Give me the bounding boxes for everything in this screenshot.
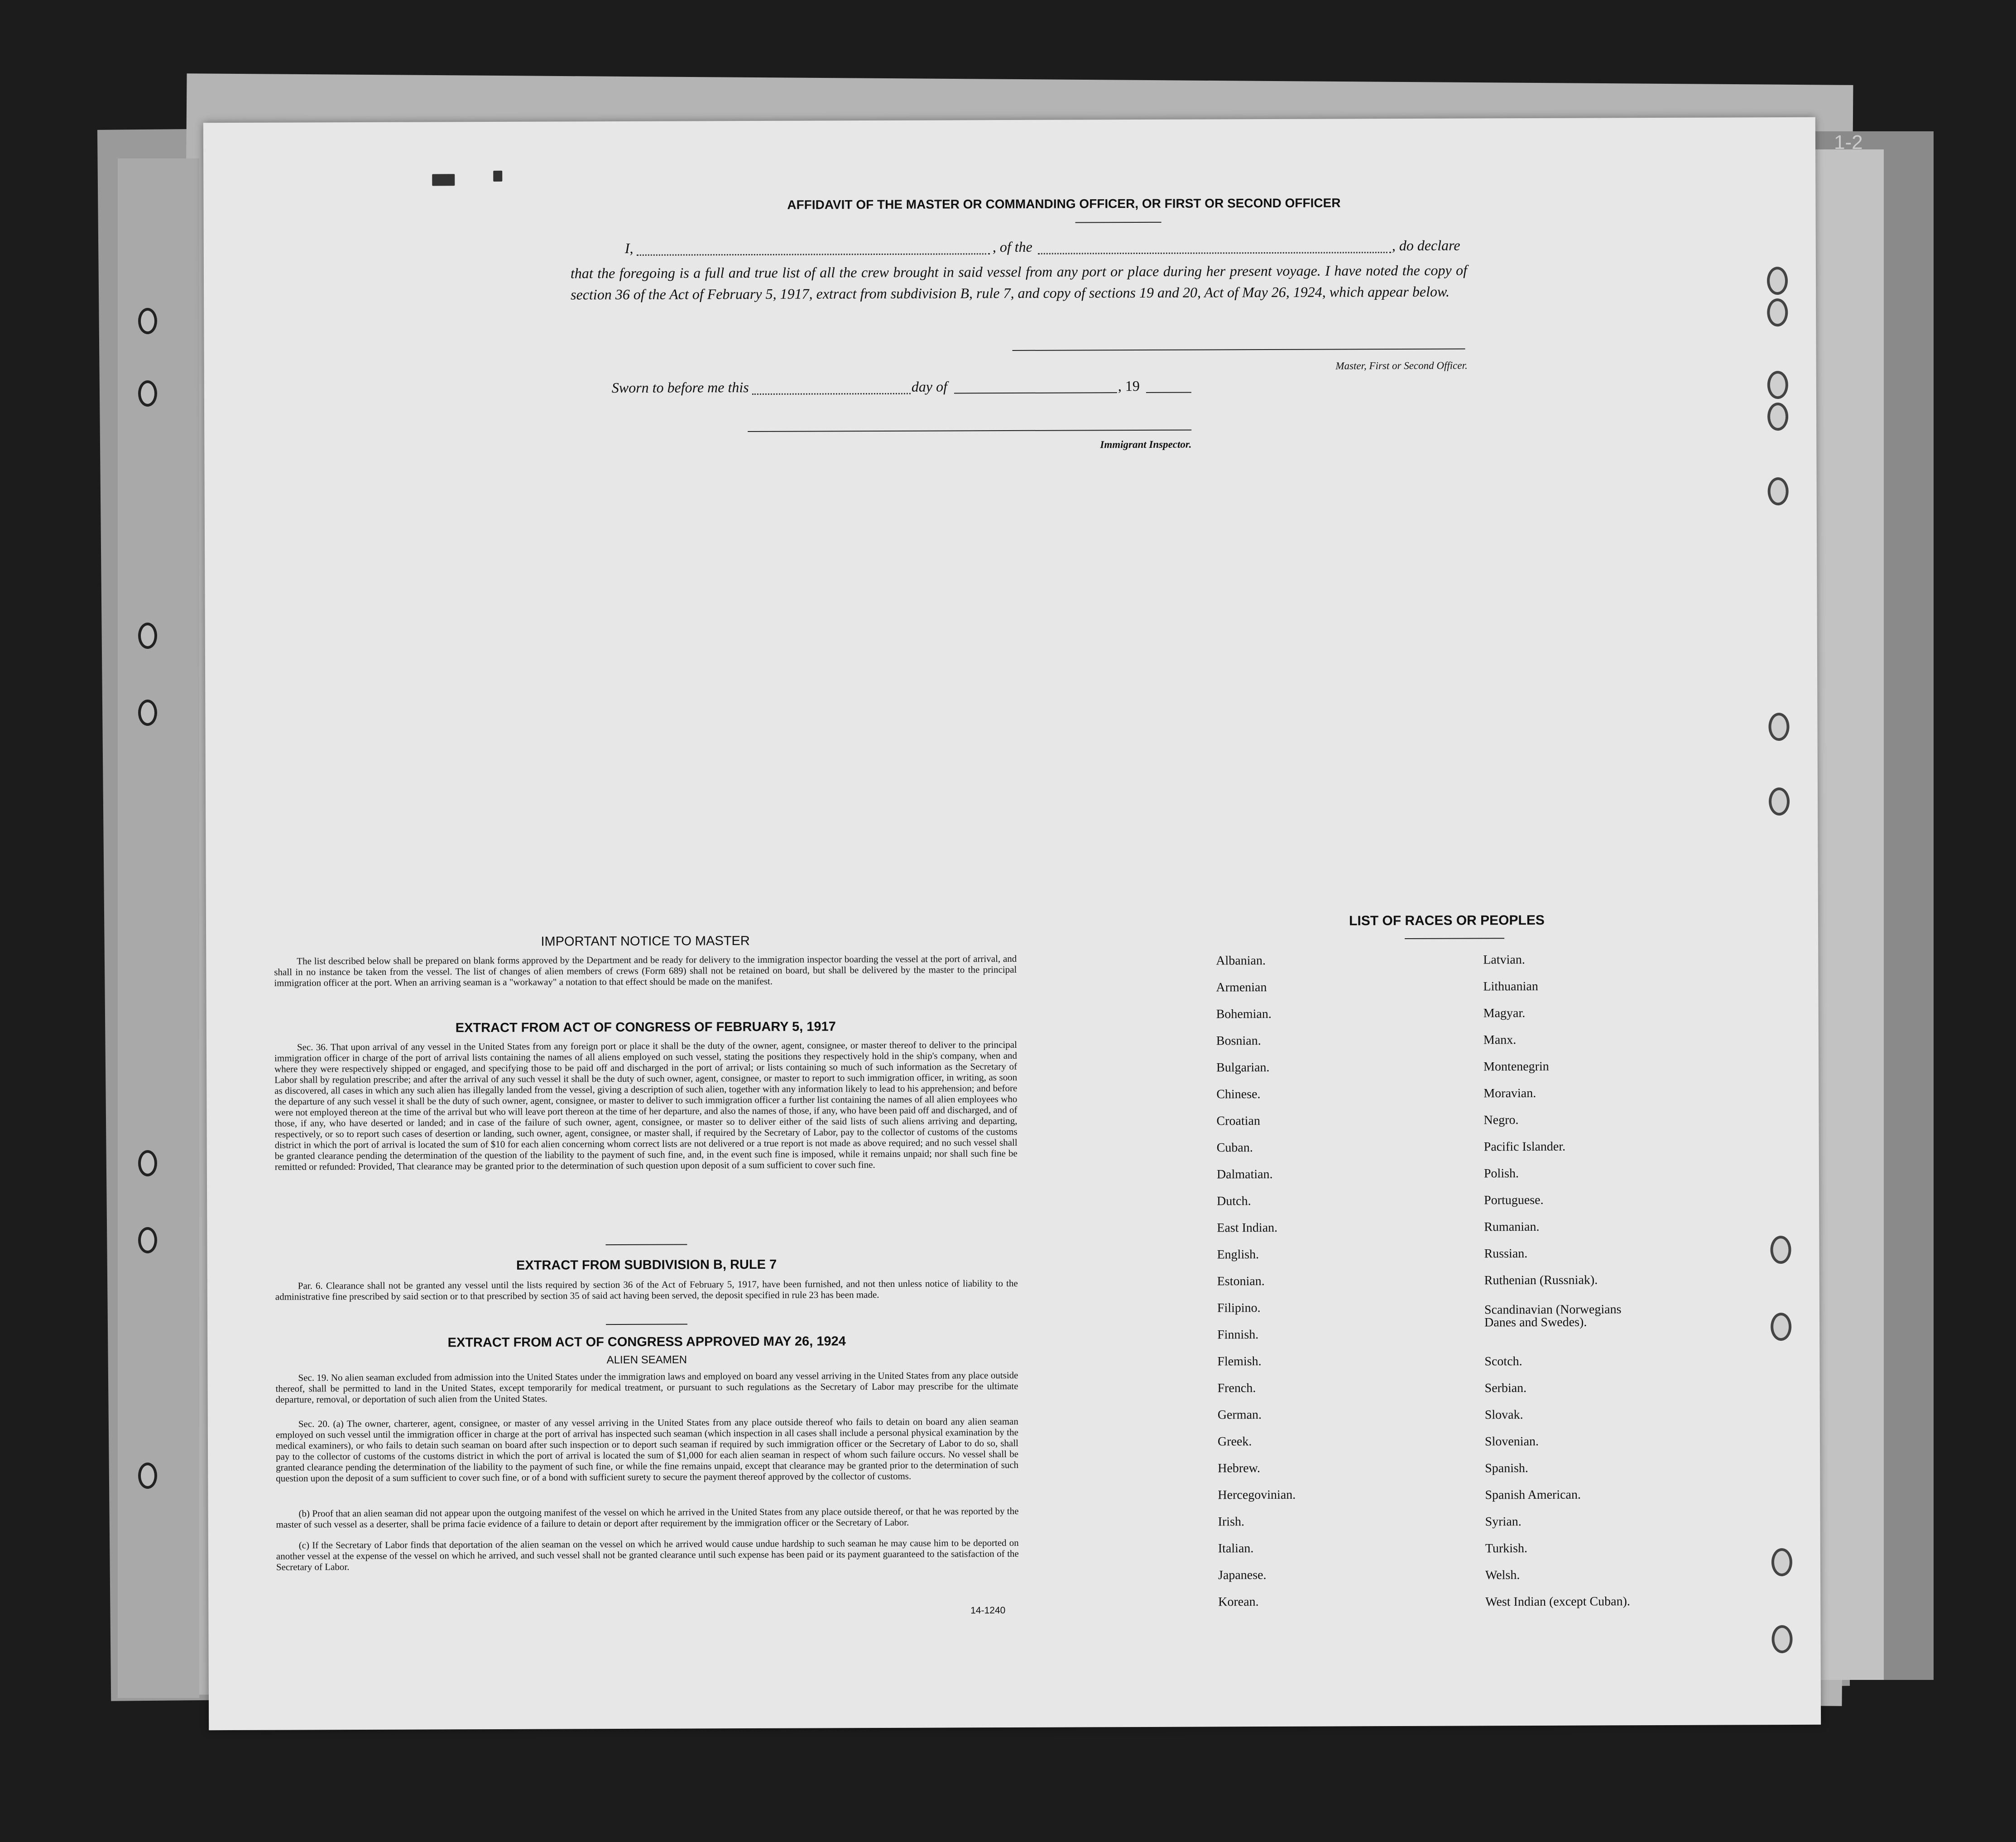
race-item: Montenegrin (1483, 1059, 1549, 1074)
race-item: Portuguese. (1484, 1193, 1544, 1208)
race-item: Polish. (1483, 1166, 1519, 1181)
corner-mark: 1-2 (1834, 131, 1863, 154)
sworn-day-blank (752, 393, 911, 395)
ink-mark (432, 174, 455, 186)
race-item: West Indian (except Cuban). (1485, 1594, 1630, 1609)
race-item: Italian. (1218, 1541, 1254, 1556)
race-item: Negro. (1483, 1113, 1519, 1127)
race-item: Estonian. (1217, 1274, 1265, 1289)
subdivision-body: Par. 6. Clearance shall not be granted any vessel until the lists required by section 36 of the Act of February 5, 1917, have been furnished, and not then unless notice of liability to the administrative fine prescribed by said section or to that prescribed by section 35 of said act having been served, the deposit specified in rule 23 has been made. (275, 1277, 1018, 1302)
sec-20a-body: Sec. 20. (a) The owner, charterer, agent, consignee, or master of any vessel arriving in the United States from any place outside thereof who fails to detain on board any alien seaman employed on such vessel until the immigration officer in charge at the port of arrival has inspected such seaman (which inspection in all cases shall include a personal physical examination by the medical examiners), or who fails to detain such seaman on board after such inspection or to deport such seaman if required by such immigration officer or the Secretary of Labor to do so, shall pay to the collector of customs of the customs district in which the port of arrival is located the sum of $1,000 for each alien seaman in respect of whom such failure occurs. No vessel shall be granted clearance pending the determination of the liability to the payment of such fine, or while the fine remains unpaid, except that clearance may be granted prior to the determination of such question upon the deposit of a sum sufficient to cover such fine, or of a bond with sufficient surety to secure the payment thereof approved by the collector of customs. (275, 1415, 1019, 1484)
binder-hole (138, 308, 157, 334)
race-item: Latvian. (1483, 953, 1525, 967)
race-item: Bosnian. (1216, 1034, 1261, 1048)
race-item: Spanish American. (1485, 1487, 1581, 1502)
race-item: Albanian. (1216, 954, 1266, 968)
race-item: Slovenian. (1484, 1434, 1539, 1449)
i-label: I, (624, 240, 634, 256)
punch-hole (1770, 1236, 1791, 1264)
race-item: Croatian (1216, 1114, 1260, 1128)
race-item: Irish. (1218, 1515, 1244, 1529)
races-title: LIST OF RACES OR PEOPLES (1349, 912, 1545, 929)
extract-1924-subtitle: ALIEN SEAMEN (606, 1353, 687, 1367)
race-item: Filipino. (1217, 1301, 1261, 1315)
race-item: Syrian. (1485, 1515, 1522, 1529)
extract-1917-title: EXTRACT FROM ACT OF CONGRESS OF FEBRUARY 5, 1917 (455, 1019, 836, 1036)
punch-hole (1767, 371, 1788, 399)
sworn-prefix: Sworn to before me this (611, 379, 749, 396)
race-item: Pacific Islander. (1483, 1139, 1566, 1154)
race-item: Magyar. (1483, 1006, 1526, 1021)
sec-20c-body: (c) If the Secretary of Labor finds that deportation of the alien seaman on the vessel on which he arrived would cause undue hardship to such seaman he may cause him to be deported on another vessel at the expense of the vessel on which he arrived, and such vessel shall not be granted clearance until such expense has been paid or its payment guaranteed to the satisfaction of the Secretary of Labor. (276, 1537, 1019, 1573)
sworn-year-blank (1146, 392, 1191, 393)
manifest-back-page (203, 117, 1821, 1730)
name-blank (637, 253, 990, 256)
inspector-caption: Immigrant Inspector. (1100, 438, 1192, 451)
punch-hole (1769, 787, 1790, 815)
affidavit-line1 (625, 237, 1467, 258)
form-number: 14-1240 (970, 1605, 1006, 1616)
punch-hole (1767, 298, 1788, 326)
left-page-edge (118, 158, 199, 1698)
title-rule (1075, 222, 1162, 223)
race-item: Slovak. (1484, 1408, 1523, 1422)
sec-20b-body: (b) Proof that an alien seaman did not appear upon the outgoing manifest of the vessel on which he arrived in the United States from any place outside thereof, or that he was reported by the master of such vessel as a deserter, shall be prima facie evidence of a failure to detain or deport after requirement by the immigration officer or the Secretary of Labor. (276, 1505, 1019, 1530)
race-item: Welsh. (1485, 1568, 1520, 1583)
ink-mark (493, 171, 502, 182)
binder-hole (138, 380, 157, 407)
race-item: Flemish. (1217, 1354, 1262, 1369)
punch-hole (1771, 1625, 1792, 1653)
punch-hole (1768, 713, 1789, 741)
binder-hole (138, 1150, 157, 1176)
race-item: Korean. (1218, 1595, 1259, 1609)
extract-1924-title: EXTRACT FROM ACT OF CONGRESS APPROVED MAY 26, 1924 (447, 1334, 846, 1350)
race-item: East Indian. (1217, 1220, 1278, 1235)
race-item: Serbian. (1484, 1381, 1527, 1396)
extract-1917-body: Sec. 36. That upon arrival of any vessel in the United States from any foreign port or place it shall be the duty of the owner, agent, consignee, or master thereof to deliver to the principal immigration officer in charge of the port of arrival lists containing the names of all aliens employed on such vessel, stating the positions they respectively hold in the ship's company, when and where they were respectively shipped or engaged, and specifying those to be paid off and discharged in the port of arrival; or lists containing so much of such information as the Secretary of Labor shall by regulation prescribe; and after the arrival of any such vessel it shall be the duty of such owner, agent, consignee, or master to report to such immigration officer, in writing, as soon as discovered, all cases in which any such alien has illegally landed from the vessel, giving a description of such alien, together with any information likely to lead to his apprehension; and before the departure of any such vessel it shall be the duty of such owner, agent, consignee, or master to deliver to such immigration officer a further list containing the names of all alien employees who were not employed thereon at the time of the arrival but who will leave port thereon at the time of her departure, and also the names of those, if any, who have been paid off and discharged, and of those, if any, who have deserted or landed; and in case of the failure of such owner, agent, consignee, or master so to deliver either of the said lists of such aliens arriving and departing, respectively, or so to report such cases of desertion or landing, such owner, agent, consignee, or master shall, if required by the Secretary of Labor, pay to the collector of customs of the customs district in which the port of arrival is located the sum of $10 for each alien concerning whom correct lists are not delivered or a true report is not made as above required; and no such vessel shall be granted clearance pending the determination of the question of the liability to the payment of such fine, and, in the event such fine is imposed, while it remains unpaid; nor shall such fine be remitted or refunded: Provided, That clearance may be granted prior to the determination of such question upon deposit of a sum sufficient to cover such fine. (274, 1039, 1018, 1172)
race-item: Spanish. (1485, 1461, 1528, 1476)
sworn-line (612, 378, 1200, 398)
race-item: Japanese. (1218, 1568, 1267, 1583)
race-item: Finnish. (1217, 1328, 1259, 1342)
race-item: German. (1217, 1408, 1262, 1422)
race-item: Chinese. (1216, 1087, 1261, 1102)
punch-hole (1771, 1548, 1792, 1576)
race-item: Hebrew. (1218, 1461, 1261, 1476)
race-item: Hercegovinian. (1218, 1487, 1296, 1502)
race-item: English. (1217, 1247, 1259, 1262)
race-item: Dalmatian. (1216, 1167, 1273, 1182)
punch-hole (1771, 1313, 1791, 1341)
master-caption: Master, First or Second Officer. (1335, 360, 1468, 372)
binder-hole (138, 700, 157, 726)
binder-hole (138, 1463, 157, 1489)
affidavit-body: that the foregoing is a full and true list of all the crew brought in said vessel from any port or place during her present voyage. I have noted the copy of section 36 of the Act of February 5, 1917, extract from subdivision B, rule 7, and copy of sections 19 and 20, Act of May 26, 1924, which appear below. (570, 262, 1468, 303)
race-item: Manx. (1483, 1033, 1517, 1047)
races-title-rule (1405, 938, 1504, 939)
race-item: Lithuanian (1483, 979, 1538, 994)
race-item: Ruthenian (Russniak). (1484, 1273, 1598, 1288)
race-item: Scotch. (1484, 1354, 1522, 1369)
race-item: Bohemian. (1216, 1007, 1272, 1022)
notice-body: The list described below shall be prepared on blank forms approved by the Department and be ready for delivery to the immigration inspector boarding the vessel at the port of arrival, and shall in no instance be taken from the vessel. The list of changes of alien members of crews (Form 689) shall not be retained on board, but shall be delivered by the master to the principal immigration officer at the port. When an arriving seaman is a "workaway" a notation to that effect should be made on the manifest. (274, 953, 1017, 988)
declare-label: , do declare (1392, 237, 1460, 254)
race-item: Bulgarian. (1216, 1060, 1270, 1075)
punch-hole (1768, 477, 1789, 505)
punch-hole (1767, 267, 1788, 295)
binder-hole (138, 1227, 157, 1253)
section-divider (605, 1244, 687, 1246)
section-divider (606, 1324, 687, 1325)
sworn-day-label: day of (911, 378, 948, 395)
races-left-column (1216, 953, 1445, 1622)
inspector-signature-line (748, 430, 1191, 432)
sworn-month-blank (954, 392, 1117, 393)
race-item: Cuban. (1216, 1141, 1253, 1155)
vessel-blank (1038, 252, 1391, 254)
notice-title: IMPORTANT NOTICE TO MASTER (541, 934, 750, 949)
of-the-label: , of the (992, 238, 1032, 255)
punch-hole (1767, 403, 1788, 431)
race-item: Greek. (1217, 1434, 1252, 1449)
race-item: French. (1217, 1381, 1256, 1396)
race-item: Scandinavian (Norwegians Danes and Swedes). (1484, 1302, 1622, 1330)
sec-19-body: Sec. 19. No alien seaman excluded from admission into the United States under the immigration laws and employed on board any vessel arriving in the United States from any place outside thereof, shall be permitted to land in the United States, except temporarily for medical treatment, or pursuant to such regulations as the Secretary of Labor may prescribe for the ultimate departure, removal, or deportation of such alien from the United States. (275, 1369, 1018, 1405)
affidavit-title: AFFIDAVIT OF THE MASTER OR COMMANDING OFFICER, OR FIRST OR SECOND OFFICER (787, 196, 1341, 212)
race-item: Russian. (1484, 1247, 1528, 1261)
subdivision-title: EXTRACT FROM SUBDIVISION B, RULE 7 (516, 1257, 777, 1273)
race-item: Rumanian. (1484, 1219, 1540, 1234)
master-signature-line (1013, 348, 1465, 350)
race-item: Moravian. (1483, 1086, 1536, 1101)
race-item: Armenian (1216, 980, 1267, 995)
races-right-column (1483, 952, 1721, 1622)
race-item: Turkish. (1485, 1541, 1528, 1556)
binder-hole (138, 623, 157, 649)
sworn-year-label: , 19 (1118, 378, 1140, 394)
race-item: Dutch. (1217, 1194, 1251, 1209)
